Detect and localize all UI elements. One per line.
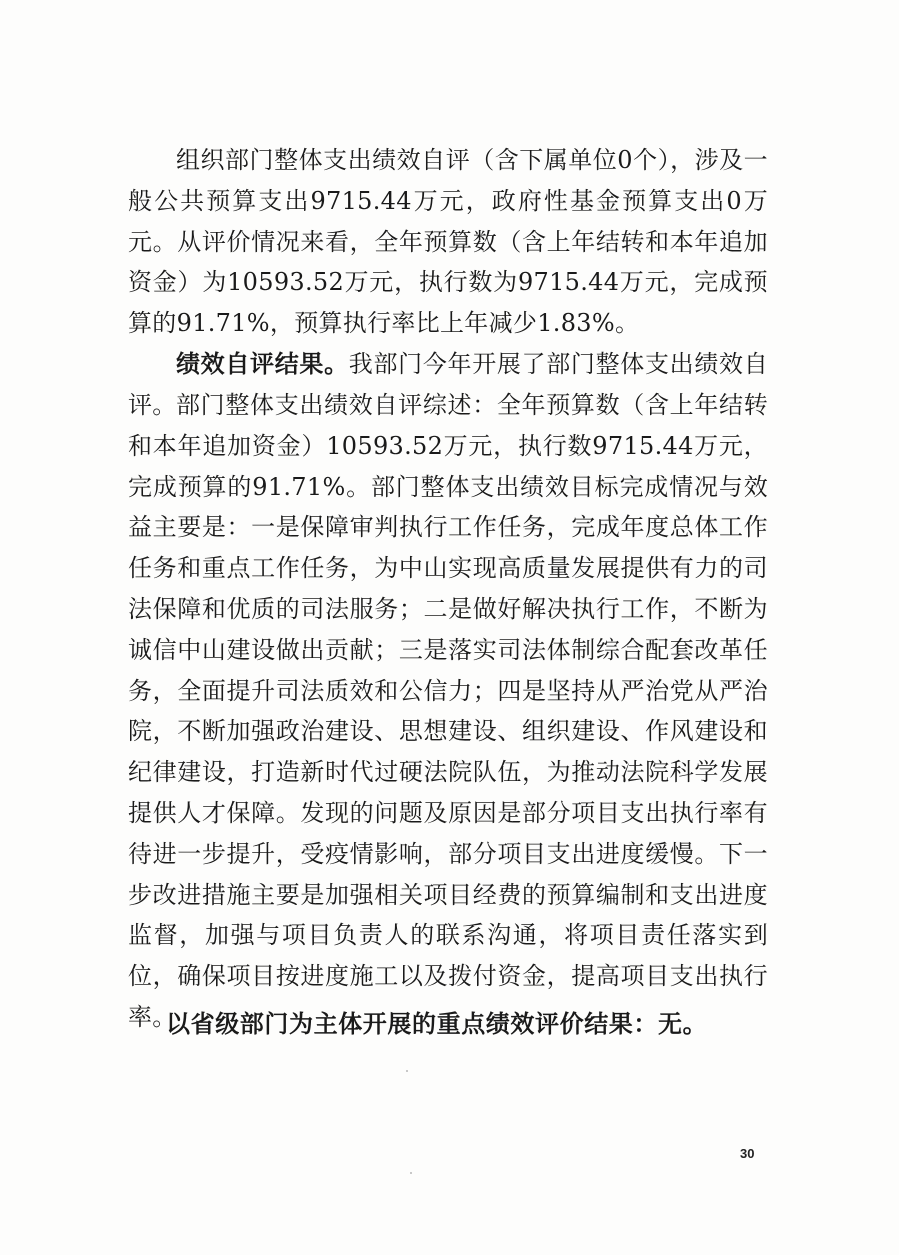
- self-evaluation-result-text: 我部门今年开展了部门整体支出绩效自评。: [128, 350, 768, 419]
- scan-speck: [406, 1070, 408, 1072]
- key-evaluation-heading: 以省级部门为主体开展的重点绩效评价结果：无。: [166, 1009, 708, 1038]
- self-evaluation-result-label: 绩效自评结果。: [176, 349, 349, 378]
- page-number: 30: [740, 1146, 755, 1161]
- scan-speck: [410, 1172, 412, 1174]
- paragraph-self-evaluation-summary: 部门整体支出绩效自评综述：全年预算数（含上年结转和本年追加资金）10593.52万元，执行数9715.44万元，完成预算的91.71%。部门整体支出绩效目标完成情况与效益主要是：一是保障审判执行工作任务，完成年度总体工作任务和重点工作任务，为中山实现高质量发展提供有力的司法保障和优质的司法服务；二是做好解决执行工作，不断为诚信中山建设做出贡献；三是落实司法体制综合配套改革任务，全面提升司法质效和公信力；四是坚持从严治党从严治院，不断加强政治建设、思想建设、组织建设、作风建设和纪律建设，打造新时代过硬法院队伍，为推动法院科学发展提供人才保障。发现的问题及原因是部分项目支出执行率有待进一步提升，受疫情影响，部分项目支出进度缓慢。下一步改进措施主要是加强相关项目经费的预算编制和支出进度监督，加强与项目负责人的联系沟通，将项目责任落实到位，确保项目按进度施工以及拨付资金，提高项目支出执行率。: [128, 391, 768, 1031]
- paragraph-self-evaluation-overview: 组织部门整体支出绩效自评（含下属单位0个），涉及一般公共预算支出9715.44万元，政府性基金预算支出0万元。从评价情况来看，全年预算数（含上年结转和本年追加资金）为10593.52万元，执行数为9715.44万元，完成预算的91.71%，预算执行率比上年减少1.83%。: [128, 146, 768, 338]
